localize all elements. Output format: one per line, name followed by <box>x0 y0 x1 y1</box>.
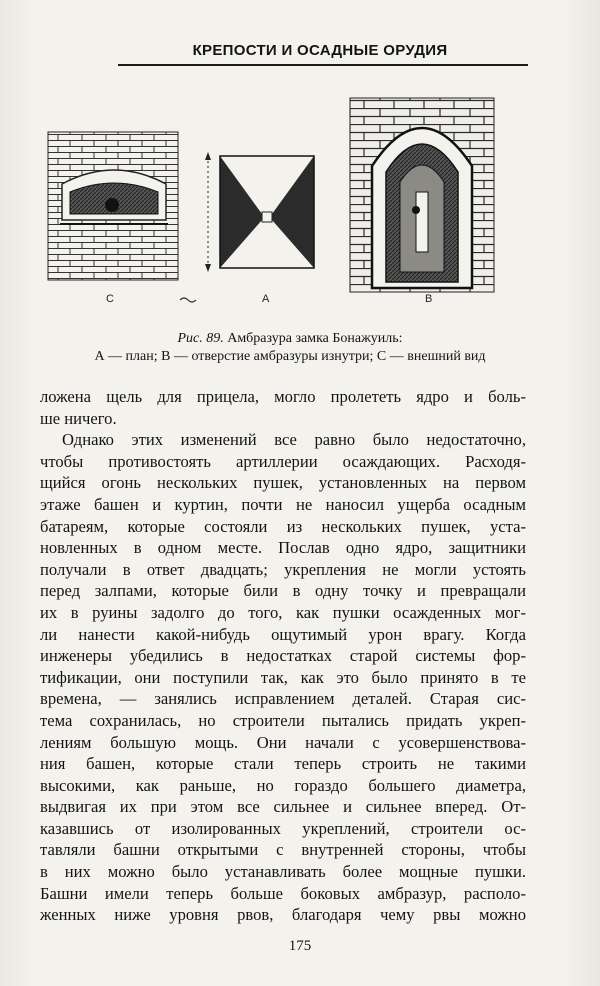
text-line: высокими, как раньше, но гораздо большего диаметра, <box>40 775 526 795</box>
text-line: тема сохранилась, но строители пытались придать укреп- <box>40 710 526 730</box>
figure-caption <box>40 330 540 366</box>
caption-number: Рис. 89. <box>177 331 224 346</box>
caption-legend: А — план; В — отверстие амбразуры изнутри; С — внешний вид <box>94 349 486 364</box>
text-line: лениям большую мощь. Они начали с усовершенствова- <box>40 732 526 752</box>
text-line: в них можно было устанавливать более мощные пушки. <box>40 862 526 882</box>
text-line: щийся огонь нескольких пушек, установленных на первом <box>40 473 526 493</box>
text-line: чтобы противостоять артиллерии осаждающих. Расходя- <box>40 451 526 471</box>
text-line: тификации, они поступили так, как это было принято в те <box>40 667 526 687</box>
external-view-drawing <box>48 132 178 280</box>
text-line: их в руины задолго до того, как пушки осажденных мог- <box>40 602 526 622</box>
text-line: тавляли башни открытыми с внутренней стороны, чтобы <box>40 840 526 860</box>
text-line: женных ниже уровня рвов, благодаря чему рвы можно <box>40 905 526 925</box>
body-text <box>40 386 526 926</box>
caption-title: Амбразура замка Бонажуиль: <box>227 331 403 346</box>
text-line: Однако этих изменений все равно было недостаточно, <box>62 430 526 450</box>
interior-view-drawing <box>350 98 494 292</box>
label-a: A <box>262 293 270 305</box>
plan-drawing <box>205 152 314 272</box>
label-b: B <box>425 293 433 305</box>
embrasure-illustration <box>40 92 530 324</box>
running-title: КРЕПОСТИ И ОСАДНЫЕ ОРУДИЯ <box>192 42 448 59</box>
label-c: C <box>106 293 114 305</box>
figure-89 <box>40 92 530 324</box>
text-line: получали в ответ двадцать; укрепления не могли устоять <box>40 559 526 579</box>
text-line: новленных в одном месте. Послав одно ядро, защитники <box>40 538 526 558</box>
header-rule <box>118 64 528 66</box>
text-line: выдвигая их при этом все сильнее и сильнее вперед. От- <box>40 797 526 817</box>
text-line: ложена щель для прицела, могло пролететь ядро и боль- <box>40 387 526 406</box>
scale-mark <box>180 298 196 302</box>
text-line: времена, — занялись исправлением деталей. Старая сис- <box>40 689 526 709</box>
text-line: казавшись от изолированных укреплений, строители ос- <box>40 818 526 838</box>
text-line: ния башен, которые стали теперь строить не такими <box>40 754 526 774</box>
text-line: батареям, которые состояли из нескольких пушек, уста- <box>40 516 526 536</box>
text-line: инженеры убедились в недостатках старой системы фор- <box>40 646 526 666</box>
text-line: Башни имели теперь больше боковых амбразур, располо- <box>40 883 526 903</box>
text-line: ше ничего. <box>40 408 117 428</box>
text-line: ли нанести какой-нибудь ощутимый урон врагу. Когда <box>40 624 526 644</box>
page-number: 175 <box>288 938 312 954</box>
text-line: этаже башен и куртин, почти не наносил ущерба осадным <box>40 494 526 514</box>
text-line: перед залпами, которые били в одну точку и превращали <box>40 581 526 601</box>
